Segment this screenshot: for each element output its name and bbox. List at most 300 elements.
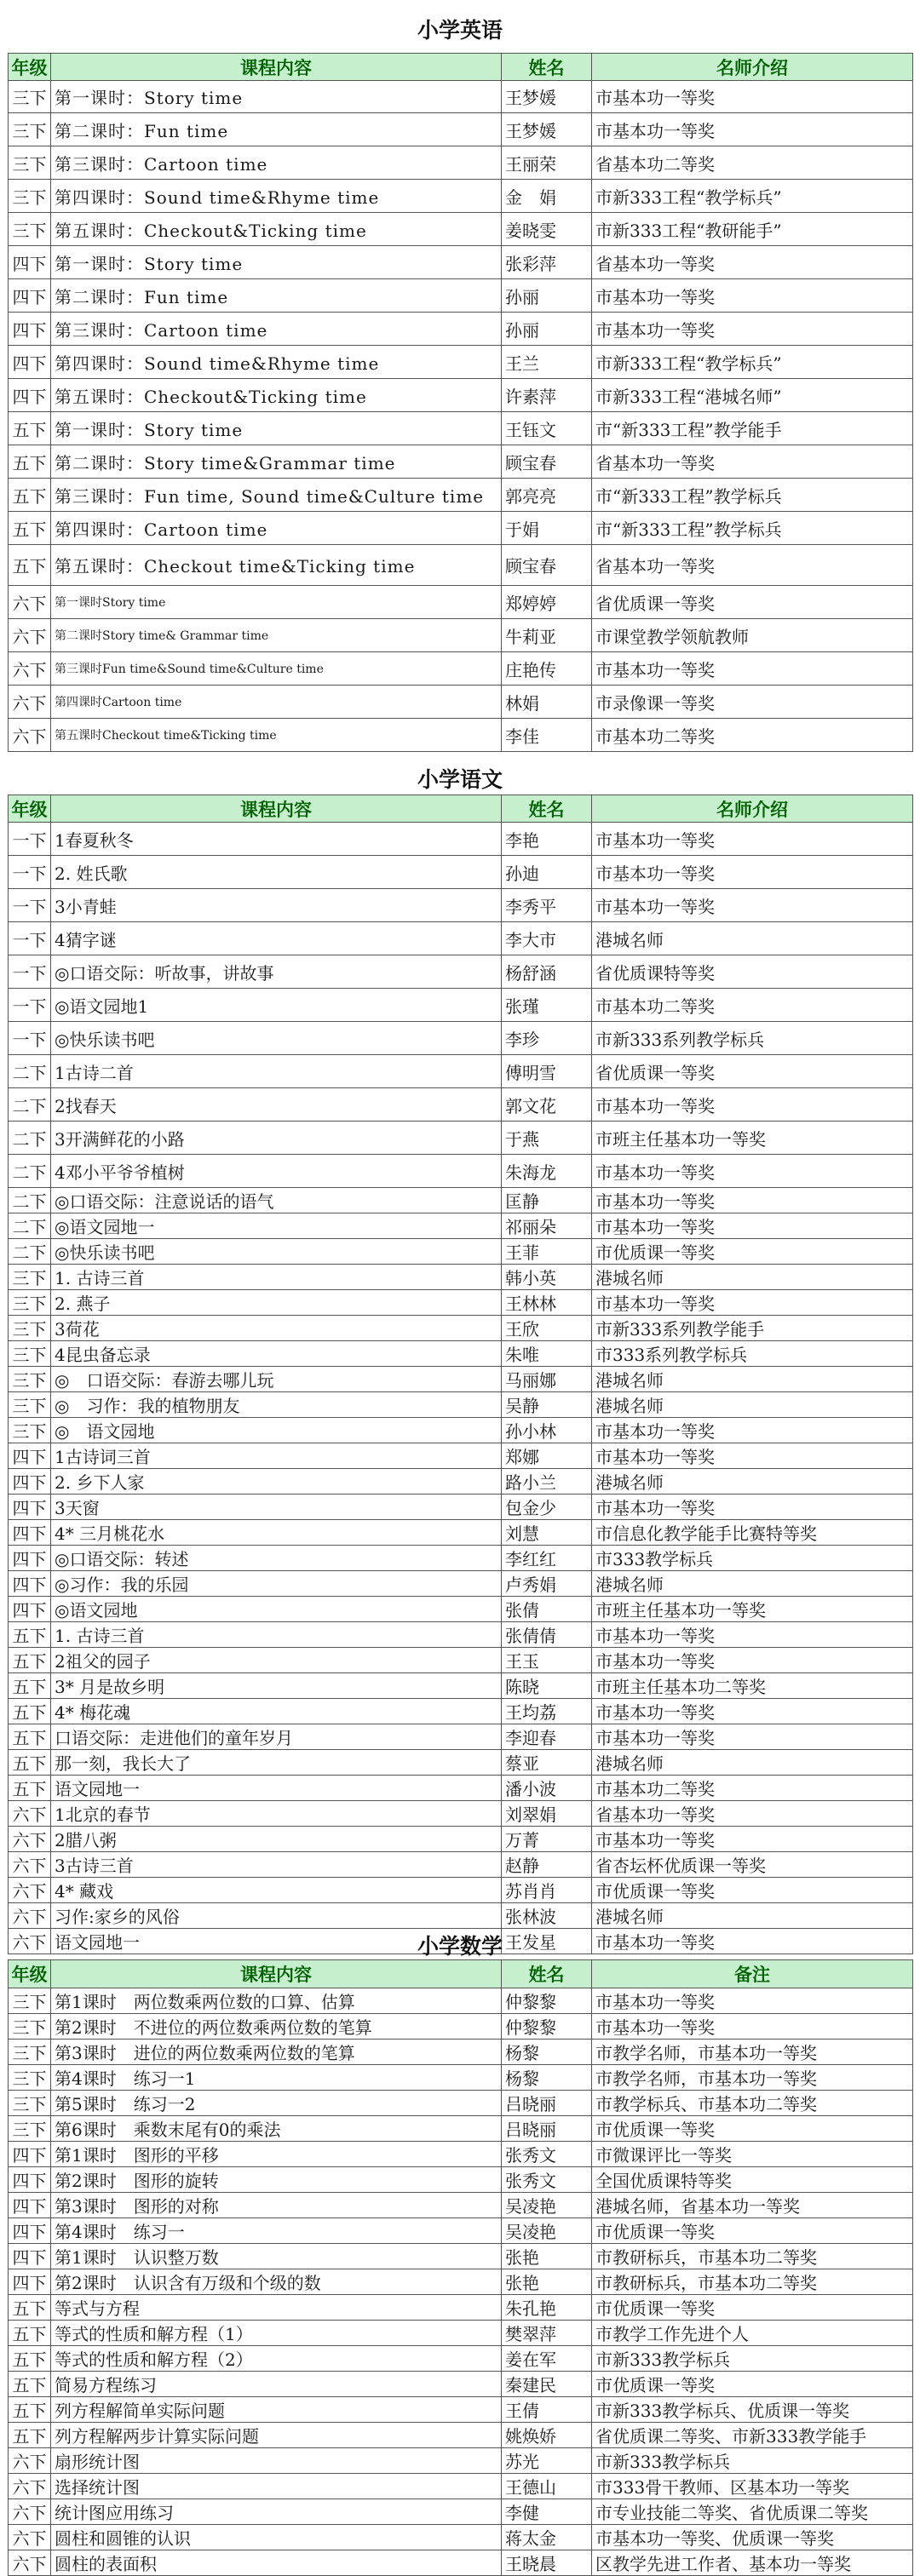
cell-content: 2祖父的园子 — [51, 1648, 502, 1673]
cell-name: 李迎春 — [502, 1724, 592, 1750]
header-name: 姓名 — [502, 795, 592, 823]
cell-grade: 六下 — [9, 2474, 51, 2499]
table-row — [9, 379, 913, 412]
cell-name: 傅明雪 — [502, 1055, 592, 1088]
cell-name: 杨舒涵 — [502, 955, 592, 989]
cell-intro: 港城名师 — [592, 1469, 913, 1495]
cell-grade: 五下 — [9, 2295, 51, 2321]
cell-content: ◎ 习作：我的植物朋友 — [51, 1392, 502, 1418]
cell-name: 郭文花 — [502, 1088, 592, 1122]
cell-intro: 市基本功一等奖 — [592, 313, 913, 346]
cell-grade: 二下 — [9, 1239, 51, 1265]
table-row — [9, 2193, 913, 2218]
table-row — [9, 313, 913, 346]
cell-grade: 三下 — [9, 2091, 51, 2116]
header-grade: 年级 — [9, 54, 51, 81]
header-content: 课程内容 — [51, 795, 502, 823]
cell-content: 圆柱的表面积 — [51, 2550, 502, 2576]
cell-content: 口语交际：走进他们的童年岁月 — [51, 1724, 502, 1750]
table-row — [9, 1571, 913, 1597]
cell-content: 2. 燕子 — [51, 1290, 502, 1316]
table-row — [9, 719, 913, 752]
cell-intro: 市基本功一等奖、优质课一等奖 — [592, 2525, 913, 2550]
cell-intro: 市优质课一等奖 — [592, 2116, 913, 2142]
cell-name: 樊翠萍 — [502, 2321, 592, 2346]
cell-name: 朱唯 — [502, 1341, 592, 1367]
cell-content: 等式与方程 — [51, 2295, 502, 2321]
math-header-row — [9, 1960, 913, 1988]
header-content: 课程内容 — [51, 1960, 502, 1988]
cell-intro: 市333教学标兵 — [592, 1546, 913, 1571]
cell-name: 张秀文 — [502, 2167, 592, 2193]
cell-intro: 市教学名师，市基本功一等奖 — [592, 2040, 913, 2065]
cell-content: 第三课时Fun time&Sound time&Culture time — [51, 652, 502, 686]
table-row — [9, 2244, 913, 2269]
cell-name: 路小兰 — [502, 1469, 592, 1495]
cell-content: 2找春天 — [51, 1088, 502, 1122]
cell-intro: 市录像课一等奖 — [592, 686, 913, 719]
cell-intro: 市专业技能二等奖、省优质课二等奖 — [592, 2499, 913, 2525]
cell-grade: 四下 — [9, 379, 51, 412]
cell-intro: 市基本功一等奖 — [592, 1929, 913, 1954]
cell-grade: 六下 — [9, 2499, 51, 2525]
cell-intro: 市优质课一等奖 — [592, 1239, 913, 1265]
table-row — [9, 2321, 913, 2346]
cell-name: 郑婷婷 — [502, 586, 592, 619]
table-row — [9, 1316, 913, 1341]
cell-intro: 市基本功一等奖 — [592, 856, 913, 889]
cell-grade: 五下 — [9, 2372, 51, 2397]
cell-intro: 市新333工程“教研能手” — [592, 213, 913, 246]
cell-grade: 一下 — [9, 1022, 51, 1055]
cell-content: 等式的性质和解方程（1） — [51, 2321, 502, 2346]
cell-content: 那一刻，我长大了 — [51, 1750, 502, 1776]
cell-intro: 市微课评比一等奖 — [592, 2142, 913, 2167]
header-intro: 名师介绍 — [592, 54, 913, 81]
cell-name: 吕晓丽 — [502, 2091, 592, 2116]
cell-intro: 市班主任基本功二等奖 — [592, 1673, 913, 1699]
cell-name: 王丽荣 — [502, 146, 592, 180]
cell-grade: 五下 — [9, 1776, 51, 1801]
cell-intro: 市教研标兵，市基本功二等奖 — [592, 2244, 913, 2269]
cell-intro: 市基本功一等奖 — [592, 1648, 913, 1673]
cell-grade: 六下 — [9, 1827, 51, 1852]
cell-grade: 三下 — [9, 113, 51, 146]
cell-name: 牛莉亚 — [502, 619, 592, 652]
cell-intro: 市333骨干教师、区基本功一等奖 — [592, 2474, 913, 2499]
cell-name: 蔡亚 — [502, 1750, 592, 1776]
cell-intro: 市基本功一等奖 — [592, 1495, 913, 1520]
cell-grade: 四下 — [9, 1469, 51, 1495]
cell-content: 第四课时：Cartoon time — [51, 512, 502, 545]
table-row — [9, 1495, 913, 1520]
cell-grade: 四下 — [9, 2244, 51, 2269]
cell-content: 第3课时 进位的两位数乘两位数的笔算 — [51, 2040, 502, 2065]
cell-intro: 市新333教学标兵、优质课一等奖 — [592, 2397, 913, 2423]
cell-grade: 三下 — [9, 1367, 51, 1392]
table-row — [9, 652, 913, 686]
cell-name: 杨黎 — [502, 2065, 592, 2091]
cell-intro: 市基本功一等奖 — [592, 1290, 913, 1316]
cell-grade: 四下 — [9, 1495, 51, 1520]
table-row — [9, 1801, 913, 1827]
cell-name: 王晓晨 — [502, 2550, 592, 2576]
cell-grade: 三下 — [9, 1290, 51, 1316]
cell-name: 苏肖肖 — [502, 1878, 592, 1903]
table-row — [9, 1122, 913, 1155]
cell-intro: 市基本功一等奖 — [592, 81, 913, 113]
cell-intro: 港城名师，省基本功一等奖 — [592, 2193, 913, 2218]
cell-grade: 四下 — [9, 2218, 51, 2244]
cell-grade: 六下 — [9, 652, 51, 686]
cell-intro: 市基本功一等奖 — [592, 1443, 913, 1469]
cell-grade: 二下 — [9, 1188, 51, 1213]
cell-content: 2. 乡下人家 — [51, 1469, 502, 1495]
cell-name: 王发星 — [502, 1929, 592, 1954]
cell-content: ◎快乐读书吧 — [51, 1022, 502, 1055]
cell-intro: 港城名师 — [592, 1903, 913, 1929]
cell-name: 匡静 — [502, 1188, 592, 1213]
table-row — [9, 2397, 913, 2423]
cell-grade: 五下 — [9, 2397, 51, 2423]
cell-name: 万菁 — [502, 1827, 592, 1852]
cell-intro: 市基本功二等奖 — [592, 1776, 913, 1801]
math-table — [8, 1959, 913, 2576]
table-row — [9, 2550, 913, 2576]
cell-grade: 五下 — [9, 2346, 51, 2372]
cell-content: 圆柱和圆锥的认识 — [51, 2525, 502, 2550]
table-row — [9, 113, 913, 146]
cell-name: 包金少 — [502, 1495, 592, 1520]
cell-grade: 三下 — [9, 180, 51, 213]
cell-name: 姜晓雯 — [502, 213, 592, 246]
cell-name: 张艳 — [502, 2244, 592, 2269]
cell-intro: 市优质课一等奖 — [592, 1878, 913, 1903]
cell-intro: 市基本功一等奖 — [592, 652, 913, 686]
table-row — [9, 1341, 913, 1367]
cell-content: 语文园地一 — [51, 1929, 502, 1954]
cell-grade: 四下 — [9, 313, 51, 346]
cell-content: 1春夏秋冬 — [51, 823, 502, 856]
cell-intro: 市基本功一等奖 — [592, 279, 913, 313]
table-row — [9, 889, 913, 922]
cell-content: 第2课时 不进位的两位数乘两位数的笔算 — [51, 2014, 502, 2040]
cell-intro: 市新333工程“港城名师” — [592, 379, 913, 412]
cell-intro: 市基本功二等奖 — [592, 719, 913, 752]
cell-grade: 二下 — [9, 1055, 51, 1088]
table-row — [9, 1827, 913, 1852]
cell-name: 王林林 — [502, 1290, 592, 1316]
cell-grade: 五下 — [9, 1622, 51, 1648]
cell-grade: 五下 — [9, 1648, 51, 1673]
header-name: 姓名 — [502, 1960, 592, 1988]
cell-intro: 市“新333工程”教学能手 — [592, 412, 913, 445]
table-row — [9, 1290, 913, 1316]
cell-content: 4* 梅花魂 — [51, 1699, 502, 1724]
cell-name: 林娟 — [502, 686, 592, 719]
cell-grade: 五下 — [9, 512, 51, 545]
cell-name: 孙丽 — [502, 279, 592, 313]
cell-name: 王德山 — [502, 2474, 592, 2499]
cell-name: 王均荔 — [502, 1699, 592, 1724]
cell-content: 4* 藏戏 — [51, 1878, 502, 1903]
table-row — [9, 545, 913, 586]
cell-grade: 一下 — [9, 889, 51, 922]
table-row — [9, 955, 913, 989]
table-row — [9, 1088, 913, 1122]
cell-content: 第3课时 图形的对称 — [51, 2193, 502, 2218]
cell-grade: 三下 — [9, 2116, 51, 2142]
cell-name: 蒋太金 — [502, 2525, 592, 2550]
cell-content: 第四课时：Sound time&Rhyme time — [51, 346, 502, 379]
cell-content: 4* 三月桃花水 — [51, 1520, 502, 1546]
cell-grade: 五下 — [9, 1699, 51, 1724]
cell-grade: 四下 — [9, 2142, 51, 2167]
cell-intro: 市基本功一等奖 — [592, 1155, 913, 1188]
table-row — [9, 1750, 913, 1776]
cell-intro: 市“新333工程”教学标兵 — [592, 512, 913, 545]
cell-intro: 市新333教学标兵 — [592, 2346, 913, 2372]
cell-grade: 三下 — [9, 1316, 51, 1341]
cell-content: 第一课时Story time — [51, 586, 502, 619]
cell-content: 第2课时 图形的旋转 — [51, 2167, 502, 2193]
table-row — [9, 1776, 913, 1801]
cell-grade: 四下 — [9, 2167, 51, 2193]
cell-content: 选择统计图 — [51, 2474, 502, 2499]
cell-intro: 省基本功一等奖 — [592, 545, 913, 586]
chinese-header-row — [9, 795, 913, 823]
table-row — [9, 1443, 913, 1469]
cell-intro: 省杏坛杯优质课一等奖 — [592, 1852, 913, 1878]
cell-name: 吴静 — [502, 1392, 592, 1418]
cell-intro: 市课堂教学领航教师 — [592, 619, 913, 652]
cell-grade: 三下 — [9, 1265, 51, 1290]
cell-grade: 五下 — [9, 2321, 51, 2346]
cell-intro: 市班主任基本功一等奖 — [592, 1122, 913, 1155]
cell-content: 3开满鲜花的小路 — [51, 1122, 502, 1155]
cell-intro: 市基本功一等奖 — [592, 1988, 913, 2014]
cell-name: 金 娟 — [502, 180, 592, 213]
cell-content: 第5课时 练习一2 — [51, 2091, 502, 2116]
cell-content: 语文园地一 — [51, 1776, 502, 1801]
table-row — [9, 2091, 913, 2116]
cell-name: 孙迪 — [502, 856, 592, 889]
cell-grade: 一下 — [9, 922, 51, 955]
table-row — [9, 1239, 913, 1265]
cell-grade: 五下 — [9, 412, 51, 445]
cell-intro: 市基本功一等奖 — [592, 1622, 913, 1648]
table-row — [9, 146, 913, 180]
cell-content: 3古诗三首 — [51, 1852, 502, 1878]
cell-intro: 省基本功二等奖 — [592, 146, 913, 180]
table-row — [9, 279, 913, 313]
cell-content: 2. 姓氏歌 — [51, 856, 502, 889]
cell-intro: 港城名师 — [592, 1367, 913, 1392]
cell-name: 郭亮亮 — [502, 479, 592, 512]
chinese-table — [8, 795, 913, 1954]
cell-content: 第一课时：Story time — [51, 81, 502, 113]
cell-name: 李艳 — [502, 823, 592, 856]
cell-intro: 市基本功一等奖 — [592, 1213, 913, 1239]
table-row — [9, 180, 913, 213]
table-row — [9, 2372, 913, 2397]
cell-grade: 四下 — [9, 1597, 51, 1622]
cell-name: 于燕 — [502, 1122, 592, 1155]
cell-grade: 一下 — [9, 989, 51, 1022]
cell-content: ◎习作：我的乐园 — [51, 1571, 502, 1597]
math-section-title: 小学数学 — [417, 1934, 503, 1959]
table-row — [9, 1392, 913, 1418]
cell-grade: 二下 — [9, 1213, 51, 1239]
cell-grade: 一下 — [9, 955, 51, 989]
table-row — [9, 2423, 913, 2448]
table-row — [9, 1213, 913, 1239]
cell-grade: 六下 — [9, 2525, 51, 2550]
cell-name: 李佳 — [502, 719, 592, 752]
english-section-title: 小学英语 — [417, 18, 503, 43]
table-row — [9, 1520, 913, 1546]
cell-content: 第五课时：Checkout&Ticking time — [51, 379, 502, 412]
table-row — [9, 479, 913, 512]
cell-content: 第二课时：Fun time — [51, 279, 502, 313]
table-row — [9, 2065, 913, 2091]
cell-content: 2腊八粥 — [51, 1827, 502, 1852]
cell-name: 李健 — [502, 2499, 592, 2525]
cell-content: 1古诗词三首 — [51, 1443, 502, 1469]
cell-intro: 港城名师 — [592, 1750, 913, 1776]
table-row — [9, 1622, 913, 1648]
table-row — [9, 1597, 913, 1622]
cell-intro: 市优质课一等奖 — [592, 2218, 913, 2244]
cell-intro: 港城名师 — [592, 922, 913, 955]
cell-intro: 港城名师 — [592, 1571, 913, 1597]
table-row — [9, 213, 913, 246]
header-grade: 年级 — [9, 795, 51, 823]
cell-name: 姚焕娇 — [502, 2423, 592, 2448]
table-row — [9, 1265, 913, 1290]
cell-content: 第1课时 两位数乘两位数的口算、估算 — [51, 1988, 502, 2014]
cell-name: 王玉 — [502, 1648, 592, 1673]
cell-content: ◎语文园地一 — [51, 1213, 502, 1239]
cell-content: 第二课时Story time& Grammar time — [51, 619, 502, 652]
cell-name: 张倩 — [502, 1597, 592, 1622]
cell-name: 韩小英 — [502, 1265, 592, 1290]
cell-intro: 市新333工程“教学标兵” — [592, 346, 913, 379]
cell-grade: 六下 — [9, 719, 51, 752]
cell-content: 1北京的春节 — [51, 1801, 502, 1827]
cell-grade: 二下 — [9, 1155, 51, 1188]
cell-intro: 区教学先进工作者、基本功一等奖 — [592, 2550, 913, 2576]
cell-grade: 一下 — [9, 823, 51, 856]
cell-grade: 六下 — [9, 586, 51, 619]
cell-content: 列方程解简单实际问题 — [51, 2397, 502, 2423]
table-row — [9, 2525, 913, 2550]
cell-intro: 省优质课一等奖 — [592, 586, 913, 619]
table-row — [9, 2499, 913, 2525]
cell-grade: 五下 — [9, 445, 51, 479]
table-row — [9, 1469, 913, 1495]
cell-grade: 四下 — [9, 1546, 51, 1571]
table-row — [9, 1988, 913, 2014]
header-intro: 名师介绍 — [592, 795, 913, 823]
cell-name: 许素萍 — [502, 379, 592, 412]
cell-name: 张林波 — [502, 1903, 592, 1929]
cell-name: 李红红 — [502, 1546, 592, 1571]
cell-content: 4猜字谜 — [51, 922, 502, 955]
cell-grade: 六下 — [9, 2550, 51, 2576]
cell-name: 庄艳传 — [502, 652, 592, 686]
header-name: 姓名 — [502, 54, 592, 81]
cell-grade: 六下 — [9, 1852, 51, 1878]
cell-grade: 五下 — [9, 545, 51, 586]
table-row — [9, 686, 913, 719]
table-row — [9, 586, 913, 619]
table-row — [9, 989, 913, 1022]
cell-name: 张艳 — [502, 2269, 592, 2295]
header-content: 课程内容 — [51, 54, 502, 81]
cell-name: 祁丽朵 — [502, 1213, 592, 1239]
cell-intro: 市新333工程“教学标兵” — [592, 180, 913, 213]
cell-name: 王钰文 — [502, 412, 592, 445]
cell-grade: 六下 — [9, 1903, 51, 1929]
cell-name: 仲黎黎 — [502, 2014, 592, 2040]
cell-name: 顾宝春 — [502, 545, 592, 586]
cell-content: 第四课时Cartoon time — [51, 686, 502, 719]
table-row — [9, 1648, 913, 1673]
cell-content: ◎口语交际：转述 — [51, 1546, 502, 1571]
cell-content: 第三课时：Fun time, Sound time&Culture time — [51, 479, 502, 512]
table-row — [9, 2269, 913, 2295]
cell-intro: 市信息化教学能手比赛特等奖 — [592, 1520, 913, 1546]
cell-content: ◎口语交际：听故事，讲故事 — [51, 955, 502, 989]
cell-content: 第五课时：Checkout time&Ticking time — [51, 545, 502, 586]
cell-grade: 六下 — [9, 619, 51, 652]
table-row — [9, 1903, 913, 1929]
cell-content: 第4课时 练习一1 — [51, 2065, 502, 2091]
cell-intro: 市333系列教学标兵 — [592, 1341, 913, 1367]
cell-grade: 五下 — [9, 1750, 51, 1776]
cell-grade: 三下 — [9, 2065, 51, 2091]
table-row — [9, 346, 913, 379]
cell-name: 马丽娜 — [502, 1367, 592, 1392]
table-row — [9, 1724, 913, 1750]
cell-grade: 五下 — [9, 1673, 51, 1699]
cell-intro: 市基本功二等奖 — [592, 989, 913, 1022]
cell-content: 第五课时：Checkout&Ticking time — [51, 213, 502, 246]
cell-content: 简易方程练习 — [51, 2372, 502, 2397]
table-row — [9, 445, 913, 479]
cell-grade: 三下 — [9, 146, 51, 180]
cell-content: 1. 古诗三首 — [51, 1265, 502, 1290]
cell-grade: 四下 — [9, 1520, 51, 1546]
cell-name: 孙丽 — [502, 313, 592, 346]
cell-intro: 市优质课一等奖 — [592, 2295, 913, 2321]
cell-intro: 市基本功一等奖 — [592, 1088, 913, 1122]
cell-grade: 五下 — [9, 1724, 51, 1750]
cell-content: 列方程解两步计算实际问题 — [51, 2423, 502, 2448]
table-row — [9, 2142, 913, 2167]
cell-name: 刘慧 — [502, 1520, 592, 1546]
cell-content: 第五课时Checkout time&Ticking time — [51, 719, 502, 752]
table-row — [9, 1852, 913, 1878]
cell-intro: 市“新333工程”教学标兵 — [592, 479, 913, 512]
cell-grade: 三下 — [9, 1988, 51, 2014]
cell-grade: 四下 — [9, 1571, 51, 1597]
cell-name: 王兰 — [502, 346, 592, 379]
table-row — [9, 619, 913, 652]
cell-name: 王欣 — [502, 1316, 592, 1341]
table-row — [9, 246, 913, 279]
